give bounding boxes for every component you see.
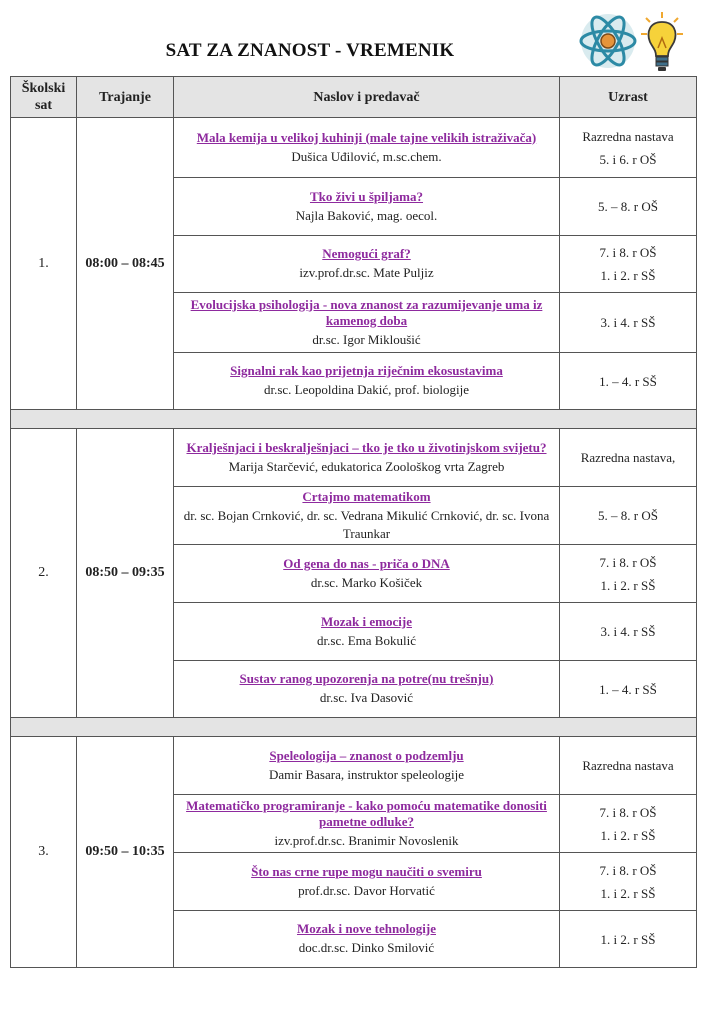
schedule-table bbox=[10, 76, 697, 968]
age-line: 5. – 8. r OŠ bbox=[598, 199, 658, 214]
age-line: 5. – 8. r OŠ bbox=[598, 508, 658, 523]
talk-title[interactable]: Matematičko programiranje - kako pomoću matematike donositi pametne odluke? bbox=[186, 797, 547, 829]
age-line: Razredna nastava, bbox=[580, 450, 676, 465]
block-1-sat: 1. bbox=[11, 118, 77, 410]
talk-cell bbox=[174, 353, 560, 410]
talk-cell bbox=[174, 236, 560, 293]
speaker: doc.dr.sc. Dinko Smilović bbox=[298, 940, 435, 955]
header-naslov: Naslov i predavač bbox=[174, 77, 560, 118]
age-line: 7. i 8. r OŠ bbox=[599, 804, 657, 820]
talk-cell bbox=[174, 178, 560, 236]
talk-title[interactable]: Nemogući graf? bbox=[322, 246, 411, 261]
speaker: Damir Basara, instruktor speleologije bbox=[269, 766, 464, 782]
age-cell bbox=[560, 236, 697, 293]
header-uzrast: Uzrast bbox=[560, 77, 697, 118]
talk-cell bbox=[174, 545, 560, 603]
talk-cell bbox=[174, 293, 560, 353]
age-line: 1. – 4. r SŠ bbox=[599, 681, 657, 697]
age-line: 1. i 2. r SŠ bbox=[600, 827, 656, 843]
talk-cell bbox=[174, 737, 560, 795]
age-line: 7. i 8. r OŠ bbox=[599, 862, 657, 878]
break-row bbox=[11, 718, 697, 737]
speaker: dr.sc. Ema Bokulić bbox=[317, 632, 416, 648]
age-line: 3. i 4. r SŠ bbox=[600, 624, 656, 639]
age-cell bbox=[560, 429, 697, 487]
talk-title[interactable]: Crtajmo matematikom bbox=[302, 488, 431, 504]
header-skolski-sat: Školski sat bbox=[11, 77, 77, 118]
speaker: Marija Starčević, edukatorica Zoološkog vrta Zagreb bbox=[228, 458, 505, 474]
talk-title[interactable]: Tko živi u špiljama? bbox=[309, 188, 424, 204]
page-title: SAT ZA ZNANOST - VREMENIK bbox=[165, 40, 455, 61]
age-line: Razredna nastava bbox=[582, 128, 674, 144]
table-row bbox=[11, 429, 697, 487]
speaker: izv.prof.dr.sc. Branimir Novoslenik bbox=[274, 832, 459, 848]
age-line: 5. i 6. r OŠ bbox=[599, 151, 657, 167]
talk-cell bbox=[174, 487, 560, 545]
speaker: Najla Baković, mag. oecol. bbox=[295, 207, 438, 223]
talk-cell bbox=[174, 853, 560, 911]
break-cell bbox=[11, 410, 697, 429]
age-line: 1. – 4. r SŠ bbox=[599, 373, 657, 389]
header-trajanje: Trajanje bbox=[77, 77, 174, 118]
age-line: 3. i 4. r SŠ bbox=[600, 315, 656, 330]
speaker: dr.sc. Leopoldina Dakić, prof. biologije bbox=[263, 382, 470, 397]
talk-title[interactable]: Mozak i nove tehnologije bbox=[296, 921, 436, 936]
talk-title[interactable]: Što nas crne rupe mogu naučiti o svemiru bbox=[251, 863, 482, 879]
break-cell bbox=[11, 718, 697, 737]
age-line: 1. i 2. r SŠ bbox=[600, 268, 656, 283]
table-header-row bbox=[11, 77, 697, 118]
age-cell bbox=[560, 911, 697, 968]
age-line: 7. i 8. r OŠ bbox=[599, 245, 657, 260]
talk-title[interactable]: Evolucijska psihologija - nova znanost za razumijevanje uma iz kamenog doba bbox=[190, 296, 543, 328]
speaker: dr.sc. Marko Košiček bbox=[310, 574, 423, 590]
talk-title[interactable]: Kralješnjaci i beskralješnjaci – tko je tko u životinjskom svijetu? bbox=[186, 439, 547, 455]
block-3-trajanje: 09:50 – 10:35 bbox=[77, 737, 174, 968]
age-cell bbox=[560, 603, 697, 661]
block-3-sat: 3. bbox=[11, 737, 77, 968]
atom-icon bbox=[581, 13, 635, 70]
age-cell bbox=[560, 661, 697, 718]
age-cell bbox=[560, 487, 697, 545]
talk-cell bbox=[174, 603, 560, 661]
block-1-trajanje: 08:00 – 08:45 bbox=[77, 118, 174, 410]
speaker: Dušica Uđilović, m.sc.chem. bbox=[291, 148, 442, 164]
speaker: dr.sc. Igor Mikloušić bbox=[312, 331, 421, 347]
table-row bbox=[11, 737, 697, 795]
age-line: 1. i 2. r SŠ bbox=[600, 577, 656, 593]
talk-title[interactable]: Mala kemija u velikoj kuhinji (male tajne velikih istraživača) bbox=[196, 129, 537, 145]
age-cell bbox=[560, 545, 697, 603]
talk-title[interactable]: Od gena do nas - priča o DNA bbox=[283, 555, 450, 571]
talk-title[interactable]: Sustav ranog upozorenja na potre(nu trešnju) bbox=[239, 671, 494, 686]
age-cell bbox=[560, 795, 697, 853]
speaker: prof.dr.sc. Davor Horvatić bbox=[298, 882, 435, 898]
talk-cell bbox=[174, 661, 560, 718]
age-cell bbox=[560, 353, 697, 410]
age-cell bbox=[560, 178, 697, 236]
speaker: izv.prof.dr.sc. Mate Puljiz bbox=[299, 265, 434, 280]
talk-cell bbox=[174, 795, 560, 853]
break-row bbox=[11, 410, 697, 429]
age-cell bbox=[560, 118, 697, 178]
age-cell bbox=[560, 737, 697, 795]
talk-cell bbox=[174, 429, 560, 487]
talk-cell bbox=[174, 911, 560, 968]
header-icons bbox=[578, 8, 690, 78]
lightbulb-icon bbox=[641, 12, 683, 71]
speaker: dr.sc. Iva Dasović bbox=[319, 690, 414, 705]
talk-title[interactable]: Speleologija – znanost o podzemlju bbox=[269, 747, 464, 763]
talk-title[interactable]: Signalni rak kao prijetnja riječnim ekosustavima bbox=[230, 363, 503, 378]
table-row bbox=[11, 118, 697, 178]
block-2-sat: 2. bbox=[11, 429, 77, 718]
age-cell bbox=[560, 293, 697, 353]
talk-title[interactable]: Mozak i emocije bbox=[321, 613, 412, 629]
block-2-trajanje: 08:50 – 09:35 bbox=[77, 429, 174, 718]
age-line: 1. i 2. r SŠ bbox=[600, 885, 656, 901]
speaker: dr. sc. Bojan Crnković, dr. sc. Vedrana Mikulić Crnković, dr. sc. Ivona Traunkar bbox=[183, 507, 550, 541]
age-line: Razredna nastava bbox=[582, 758, 674, 773]
age-line: 7. i 8. r OŠ bbox=[599, 554, 657, 570]
talk-cell bbox=[174, 118, 560, 178]
age-cell bbox=[560, 853, 697, 911]
age-line: 1. i 2. r SŠ bbox=[600, 931, 656, 947]
